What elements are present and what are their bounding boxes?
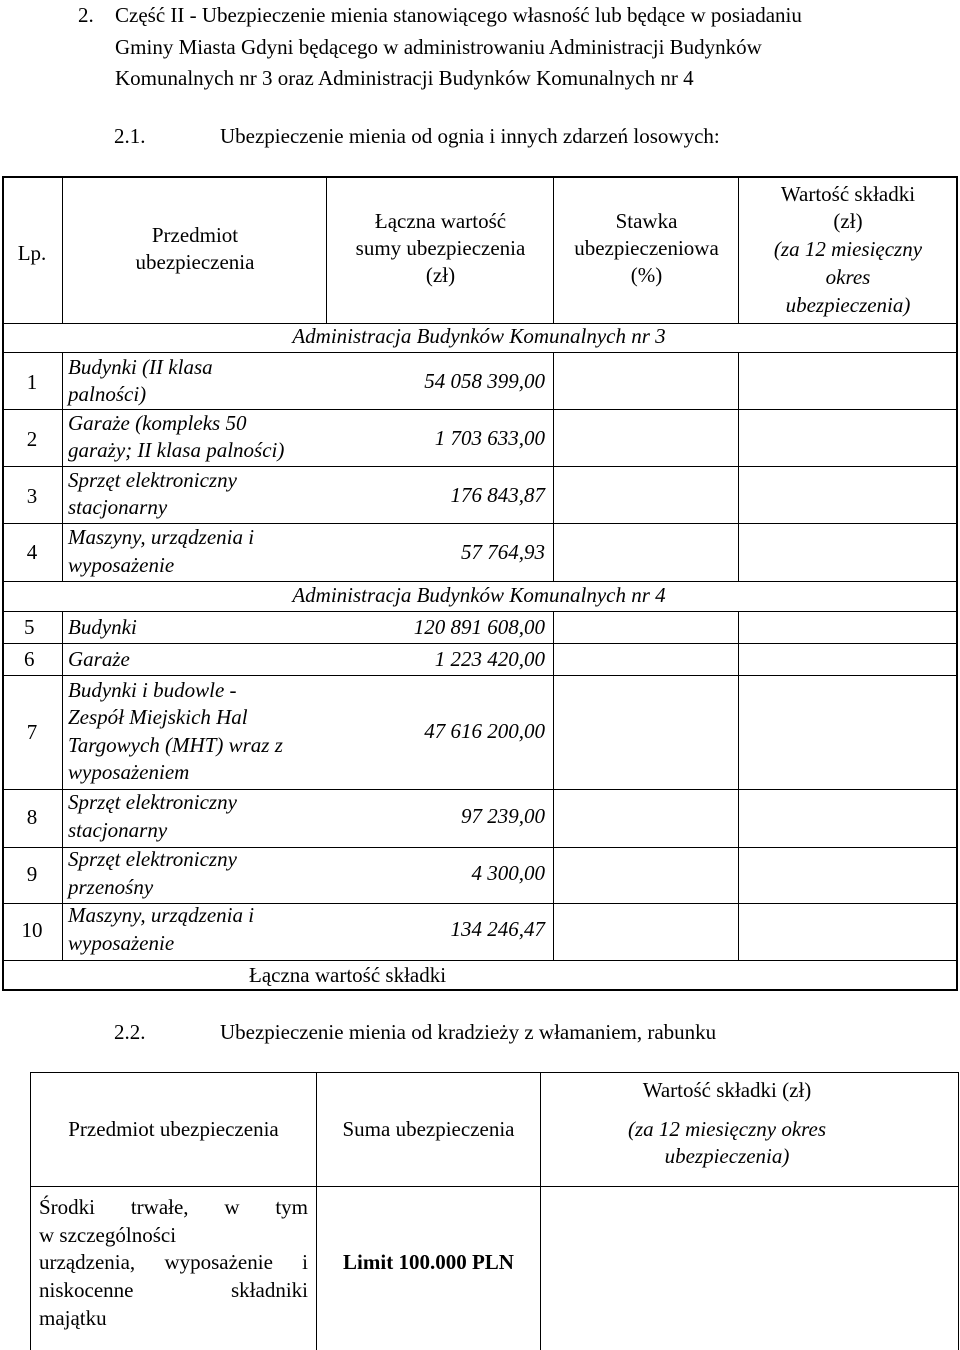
row-9-item-line-1: Sprzęt elektroniczny — [68, 847, 237, 871]
row-1-item-line-1: Budynki (II klasa — [68, 355, 213, 379]
table2-item-line-5: majątku — [39, 1306, 107, 1330]
subsection-2-2-number: 2.2. — [114, 1020, 146, 1044]
table2-sum-limit: Limit 100.000 PLN — [343, 1250, 514, 1274]
table1-col-divider-lp — [62, 611, 63, 961]
table1-group1-rule — [2, 352, 956, 353]
row-3-sum: 176 843,87 — [450, 483, 545, 507]
subsection-2-1-title: Ubezpieczenie mienia od ognia i innych zdarzeń losowych: — [220, 124, 720, 148]
table2-col-divider — [540, 1072, 541, 1350]
row-7-item-line-3: Targowych (MHT) wraz z — [68, 733, 283, 757]
header-sum-line-1: Łączna wartość — [374, 209, 507, 233]
section-title-line-2: Gminy Miasta Gdyni będącego w administrowaniu Administracji Budynków — [115, 35, 762, 59]
header-rate-line-2: ubezpieczeniowa — [574, 236, 719, 260]
row-3-item-line-2: stacjonarny — [68, 495, 168, 519]
row-5-lp: 5 — [24, 615, 35, 639]
row-5-sum: 120 891 608,00 — [413, 615, 545, 639]
header-rate-line-3: (%) — [630, 263, 663, 287]
row-3-lp: 3 — [26, 484, 38, 508]
row-6-lp: 6 — [24, 647, 35, 671]
row-8-sum: 97 239,00 — [461, 804, 545, 828]
row-3-item-line-1: Sprzęt elektroniczny — [68, 468, 237, 492]
table1-col-divider-lp — [62, 176, 63, 324]
header-lp: Lp. — [17, 241, 47, 265]
row-1-lp: 1 — [26, 370, 38, 394]
row-7-sum: 47 616 200,00 — [424, 719, 545, 743]
header-premium-line-1: Wartość składki — [780, 182, 916, 206]
row-10-sum: 134 246,47 — [450, 917, 545, 941]
row-6-sum: 1 223 420,00 — [434, 647, 545, 671]
header-item-line-1: Przedmiot — [151, 223, 239, 247]
table2-item-line-1: Środki trwałe, w tym — [39, 1195, 308, 1219]
row-8-lp: 8 — [26, 805, 38, 829]
header-premium-line-2: (zł) — [833, 209, 863, 233]
row-2-item-line-2: garaży; II klasa palności) — [68, 438, 285, 462]
row-9-lp: 9 — [26, 862, 38, 886]
row-7-item-line-4: wyposażeniem — [68, 760, 190, 784]
table2-header-premium-line-3: ubezpieczenia) — [664, 1144, 790, 1168]
table2-header-rule — [30, 1186, 959, 1187]
row-2-item-line-1: Garaże (kompleks 50 — [68, 411, 247, 435]
table1-right-border — [956, 176, 958, 991]
row-2-sum: 1 703 633,00 — [434, 426, 545, 450]
table1-row-rule — [2, 643, 956, 644]
row-6-item-line-1: Garaże — [68, 647, 130, 671]
total-premium-label: Łączna wartość składki — [249, 963, 447, 987]
table2-header-premium-line-1: Wartość składki (zł) — [642, 1078, 812, 1102]
row-4-lp: 4 — [26, 540, 38, 564]
table1-col-divider-sum — [553, 611, 554, 961]
table2-header-premium-line-2: (za 12 miesięczny okres — [627, 1117, 827, 1141]
row-7-lp: 7 — [26, 720, 38, 744]
header-premium-line-5: ubezpieczenia) — [785, 293, 911, 317]
table1-top-border — [2, 176, 958, 178]
row-1-item-line-2: palności) — [68, 382, 147, 406]
table2-top-border — [30, 1072, 959, 1073]
header-premium-line-4: okres — [825, 265, 871, 289]
subsection-2-2-title: Ubezpieczenie mienia od kradzieży z włamaniem, rabunku — [220, 1020, 717, 1044]
row-4-sum: 57 764,93 — [461, 540, 545, 564]
subsection-2-1-number: 2.1. — [114, 124, 146, 148]
row-9-item-line-2: przenośny — [68, 875, 154, 899]
header-sum-line-2: sumy ubezpieczenia — [355, 236, 526, 260]
section-title-line-1: Część II - Ubezpieczenie mienia stanowiącego własność lub będące w posiadaniu — [115, 3, 802, 27]
row-9-sum: 4 300,00 — [471, 861, 545, 885]
row-8-item-line-1: Sprzęt elektroniczny — [68, 790, 237, 814]
row-10-lp: 10 — [21, 918, 43, 942]
row-10-item-line-1: Maszyny, urządzenia i — [68, 903, 255, 927]
header-premium-line-3: (za 12 miesięczny — [773, 237, 923, 261]
table2-item-line-3: urządzenia, wyposażenie i — [39, 1250, 308, 1274]
table1-col-divider-rate — [738, 611, 739, 961]
header-rate-line-1: Stawka — [615, 209, 678, 233]
section-number: 2. — [78, 3, 94, 27]
row-10-item-line-2: wyposażenie — [68, 931, 175, 955]
group-heading-abk3: Administracja Budynków Komunalnych nr 3 — [292, 324, 666, 348]
group-heading-abk4: Administracja Budynków Komunalnych nr 4 — [292, 583, 666, 607]
row-5-item-line-1: Budynki — [68, 615, 137, 639]
table2-item-line-4: niskocenne składniki — [39, 1278, 308, 1302]
table2-header-item: Przedmiot ubezpieczenia — [68, 1117, 279, 1141]
table2-item-line-2: w szczególności — [39, 1223, 177, 1247]
table2-right-border — [958, 1072, 959, 1350]
table2-left-border — [30, 1072, 31, 1350]
row-1-sum: 54 058 399,00 — [424, 369, 545, 393]
header-sum-line-3: (zł) — [425, 263, 456, 287]
table2-header-sum: Suma ubezpieczenia — [342, 1117, 515, 1141]
table1-col-divider-rate — [738, 176, 739, 324]
table2-col-divider — [316, 1072, 317, 1350]
table1-col-divider-sum — [553, 176, 554, 324]
row-4-item-line-1: Maszyny, urządzenia i — [68, 525, 255, 549]
table1-col-divider-item — [326, 176, 327, 324]
row-8-item-line-2: stacjonarny — [68, 818, 168, 842]
row-7-item-line-2: Zespół Miejskich Hal — [68, 705, 248, 729]
row-7-item-line-1: Budynki i budowle - — [68, 678, 237, 702]
header-item-line-2: ubezpieczenia — [135, 250, 255, 274]
table1-bottom-border — [2, 989, 958, 991]
table1-row-rule — [2, 675, 956, 676]
row-2-lp: 2 — [26, 427, 38, 451]
table1-group2-rule — [2, 611, 956, 612]
section-title-line-3: Komunalnych nr 3 oraz Administracji Budynków Komunalnych nr 4 — [115, 66, 694, 90]
row-4-item-line-2: wyposażenie — [68, 553, 175, 577]
table1-total-rule — [2, 960, 956, 961]
